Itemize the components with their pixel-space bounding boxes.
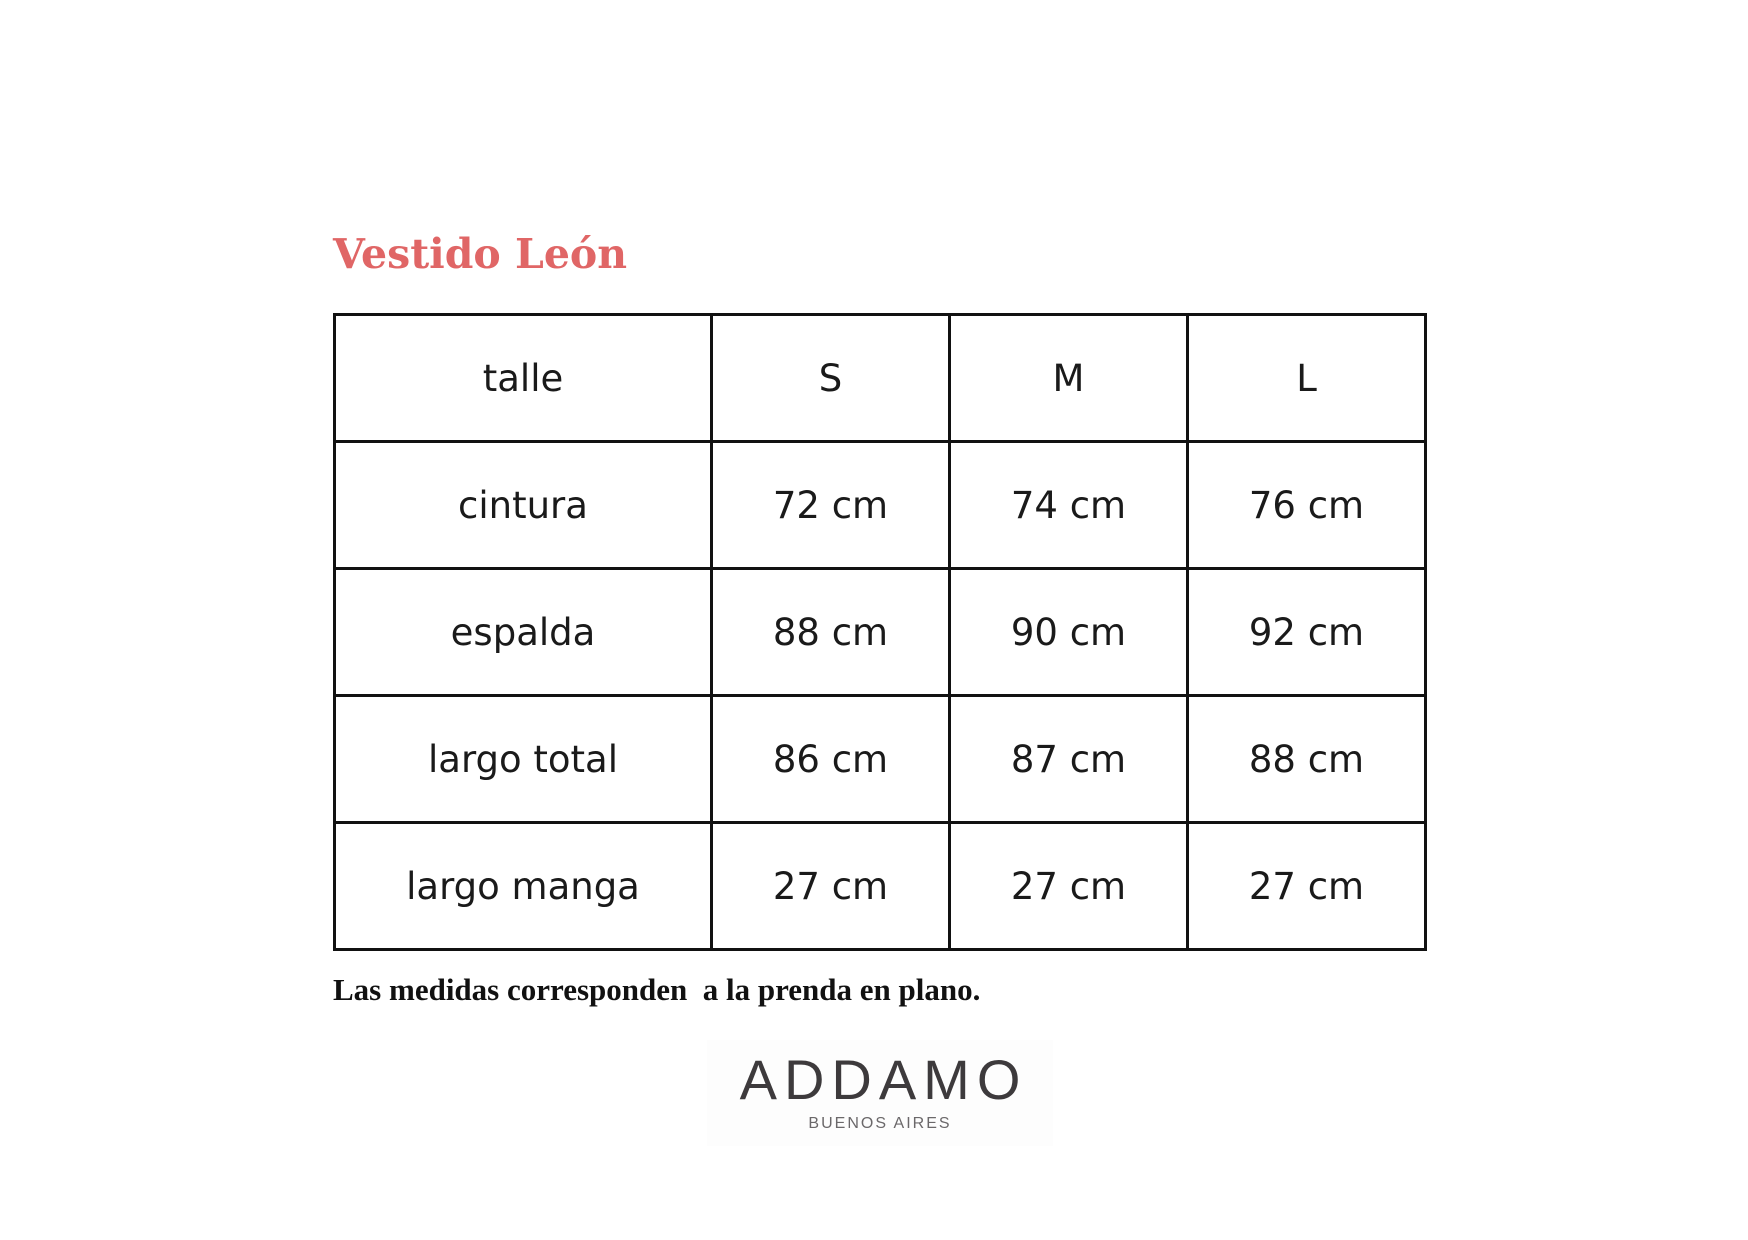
table-cell: 88 cm [1188,696,1426,823]
row-label: cintura [335,442,712,569]
header-cell-m: M [950,315,1188,442]
table-header-row [335,315,1426,442]
measurement-note: Las medidas corresponden a la prenda en plano. [333,972,981,1007]
header-cell-l: L [1188,315,1426,442]
table-cell: 72 cm [712,442,950,569]
logo-wordmark: ADDAMO [739,1048,1028,1111]
table-row [335,823,1426,950]
row-label: largo total [335,696,712,823]
logo-subtitle: BUENOS AIRES [808,1115,952,1132]
table-cell: 74 cm [950,442,1188,569]
table-row [335,442,1426,569]
table-row [335,569,1426,696]
table-cell: 27 cm [712,823,950,950]
table-cell: 88 cm [712,569,950,696]
page-title: Vestido León [333,230,628,278]
table-cell: 27 cm [1188,823,1426,950]
table-cell: 92 cm [1188,569,1426,696]
table-cell: 87 cm [950,696,1188,823]
header-cell-talle: talle [335,315,712,442]
header-cell-s: S [712,315,950,442]
row-label: espalda [335,569,712,696]
row-label: largo manga [335,823,712,950]
table-cell: 76 cm [1188,442,1426,569]
table-cell: 90 cm [950,569,1188,696]
size-table [333,313,1427,951]
table-row [335,696,1426,823]
table-cell: 86 cm [712,696,950,823]
brand-logo [707,1040,1053,1146]
table-cell: 27 cm [950,823,1188,950]
